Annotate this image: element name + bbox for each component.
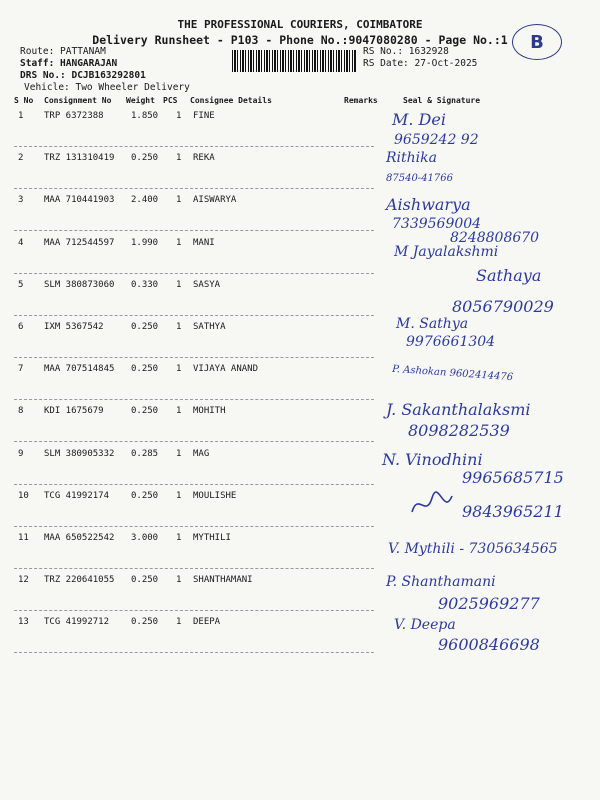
cell-consignee: MYTHILI <box>193 533 231 543</box>
cell-sno: 6 <box>18 322 24 332</box>
route-label: Route: PATTANAM <box>20 46 106 57</box>
cell-consignee: MANI <box>193 237 215 248</box>
rs-date: RS Date: 27-Oct-2025 <box>363 58 478 69</box>
cell-sno: 2 <box>18 153 24 164</box>
row-divider <box>14 441 374 442</box>
cell-weight: 0.250 <box>131 153 159 164</box>
cell-sno: 12 <box>18 575 29 586</box>
cell-sno: 9 <box>18 448 24 459</box>
signature-phone: 9965685715 <box>462 468 564 487</box>
table-row <box>0 153 600 195</box>
signature: M Jayalakshmi <box>394 244 499 260</box>
signature: V. Deepa <box>394 617 456 633</box>
cell-pcs: 1 <box>176 153 182 164</box>
cell-sno: 7 <box>18 364 24 375</box>
cell-consignment: TRZ 131310419 <box>44 153 115 164</box>
cell-consignment: KDI 1675679 <box>44 406 104 417</box>
cell-consignment: TCG 41992174 <box>44 490 110 501</box>
cell-pcs: 1 <box>176 237 182 248</box>
cell-consignment: TRP 6372388 <box>44 111 104 121</box>
signature: Aishwarya <box>386 195 471 214</box>
signature-scribble <box>408 488 458 522</box>
cell-sno: 4 <box>18 237 24 248</box>
drs-number: DRS No.: DCJB163292801 <box>20 70 146 81</box>
cell-sno: 13 <box>18 617 29 628</box>
cell-weight: 1.850 <box>131 111 159 121</box>
runsheet-title: Delivery Runsheet - P103 - Phone No.:9047080280 - Page No.:1 <box>92 33 508 47</box>
cell-pcs: 1 <box>176 406 182 417</box>
col-weight: Weight <box>126 96 155 105</box>
company-title: THE PROFESSIONAL COURIERS, COIMBATORE <box>177 18 423 31</box>
signature: M. Sathya <box>396 316 469 332</box>
row-divider <box>14 188 374 189</box>
rs-number: RS No.: 1632928 <box>363 46 449 57</box>
signature-phone: 87540-41766 <box>386 173 454 184</box>
cell-consignee: SASYA <box>193 279 221 290</box>
signature: P. Ashokan 9602414476 <box>391 363 514 384</box>
signature: J. Sakanthalaksmi <box>386 400 531 419</box>
row-divider <box>14 610 374 611</box>
table-row <box>0 111 600 153</box>
cell-sno: 10 <box>18 490 29 501</box>
cell-weight: 0.285 <box>131 448 159 459</box>
row-divider <box>14 484 374 485</box>
row-divider <box>14 568 374 569</box>
row-divider <box>14 526 374 527</box>
row-divider <box>14 315 374 316</box>
signature: Rithika <box>386 150 437 166</box>
cell-weight: 2.400 <box>131 195 159 206</box>
cell-consignment: MAA 707514845 <box>44 364 115 375</box>
cell-pcs: 1 <box>176 195 182 206</box>
cell-pcs: 1 <box>176 575 182 586</box>
cell-pcs: 1 <box>176 279 182 290</box>
signature: Sathaya <box>476 266 542 285</box>
cell-pcs: 1 <box>176 364 182 375</box>
cell-sno: 8 <box>18 406 24 417</box>
row-divider <box>14 652 374 653</box>
cell-pcs: 1 <box>176 490 182 501</box>
vehicle-label: Vehicle: Two Wheeler Delivery <box>24 82 190 93</box>
page-mark-circle: B <box>512 24 562 60</box>
row-divider <box>14 230 374 231</box>
signature: V. Mythili - 7305634565 <box>388 541 558 557</box>
cell-consignee: SATHYA <box>193 322 226 332</box>
cell-consignment: IXM 5367542 <box>44 322 104 332</box>
cell-consignee: FINE <box>193 111 215 121</box>
cell-weight: 0.250 <box>131 364 159 375</box>
cell-weight: 0.250 <box>131 617 159 628</box>
row-divider <box>14 399 374 400</box>
signature-phone: 7339569004 <box>392 216 482 232</box>
cell-weight: 1.990 <box>131 237 159 248</box>
cell-consignee: MOULISHE <box>193 490 237 501</box>
signature: N. Vinodhini <box>382 450 483 469</box>
cell-consignment: MAA 712544597 <box>44 237 115 248</box>
row-divider <box>14 273 374 274</box>
cell-consignment: MAA 650522542 <box>44 533 115 543</box>
signature-phone: 9659242 92 <box>394 132 479 148</box>
signature-phone: 8248808670 <box>450 230 540 246</box>
cell-sno: 1 <box>18 111 24 121</box>
table-row <box>0 322 600 364</box>
signature-phone: 9600846698 <box>438 635 540 654</box>
cell-consignee: AISWARYA <box>193 195 237 206</box>
staff-label: Staff: HANGARAJAN <box>20 58 118 69</box>
col-pcs: PCS <box>163 96 178 105</box>
cell-consignee: REKA <box>193 153 215 164</box>
col-sno: S No <box>14 96 34 105</box>
cell-weight: 0.250 <box>131 490 159 501</box>
cell-consignee: SHANTHAMANI <box>193 575 253 586</box>
signature-phone: 8056790029 <box>452 297 554 316</box>
cell-consignee: DEEPA <box>193 617 221 628</box>
cell-weight: 0.330 <box>131 279 159 290</box>
cell-sno: 3 <box>18 195 24 206</box>
cell-consignment: TRZ 220641055 <box>44 575 115 586</box>
signature-phone: 8098282539 <box>408 421 510 440</box>
cell-weight: 0.250 <box>131 322 159 332</box>
signature-phone: 9976661304 <box>406 334 496 350</box>
signature: P. Shanthamani <box>386 574 496 590</box>
cell-consignee: VIJAYA ANAND <box>193 364 259 375</box>
cell-consignment: MAA 710441903 <box>44 195 115 206</box>
row-divider <box>14 146 374 147</box>
barcode <box>232 50 356 72</box>
cell-pcs: 1 <box>176 617 182 628</box>
cell-pcs: 1 <box>176 448 182 459</box>
cell-consignment: SLM 380905332 <box>44 448 115 459</box>
row-divider <box>14 357 374 358</box>
cell-sno: 5 <box>18 279 24 290</box>
cell-weight: 3.000 <box>131 533 159 543</box>
cell-consignment: TCG 41992712 <box>44 617 110 628</box>
signature-phone: 9025969277 <box>438 594 540 613</box>
col-consignment: Consignment No <box>44 96 112 105</box>
cell-pcs: 1 <box>176 322 182 332</box>
col-remarks: Remarks <box>344 96 378 105</box>
cell-pcs: 1 <box>176 533 182 543</box>
signature-phone: 9843965211 <box>462 502 564 521</box>
cell-consignee: MAG <box>193 448 210 459</box>
col-consignee: Consignee Details <box>190 96 272 105</box>
cell-sno: 11 <box>18 533 29 543</box>
cell-consignment: SLM 380873060 <box>44 279 115 290</box>
cell-consignee: MOHITH <box>193 406 226 417</box>
cell-pcs: 1 <box>176 111 182 121</box>
signature: M. Dei <box>392 110 446 129</box>
cell-weight: 0.250 <box>131 406 159 417</box>
cell-weight: 0.250 <box>131 575 159 586</box>
col-seal-signature: Seal & Signature <box>403 96 481 105</box>
